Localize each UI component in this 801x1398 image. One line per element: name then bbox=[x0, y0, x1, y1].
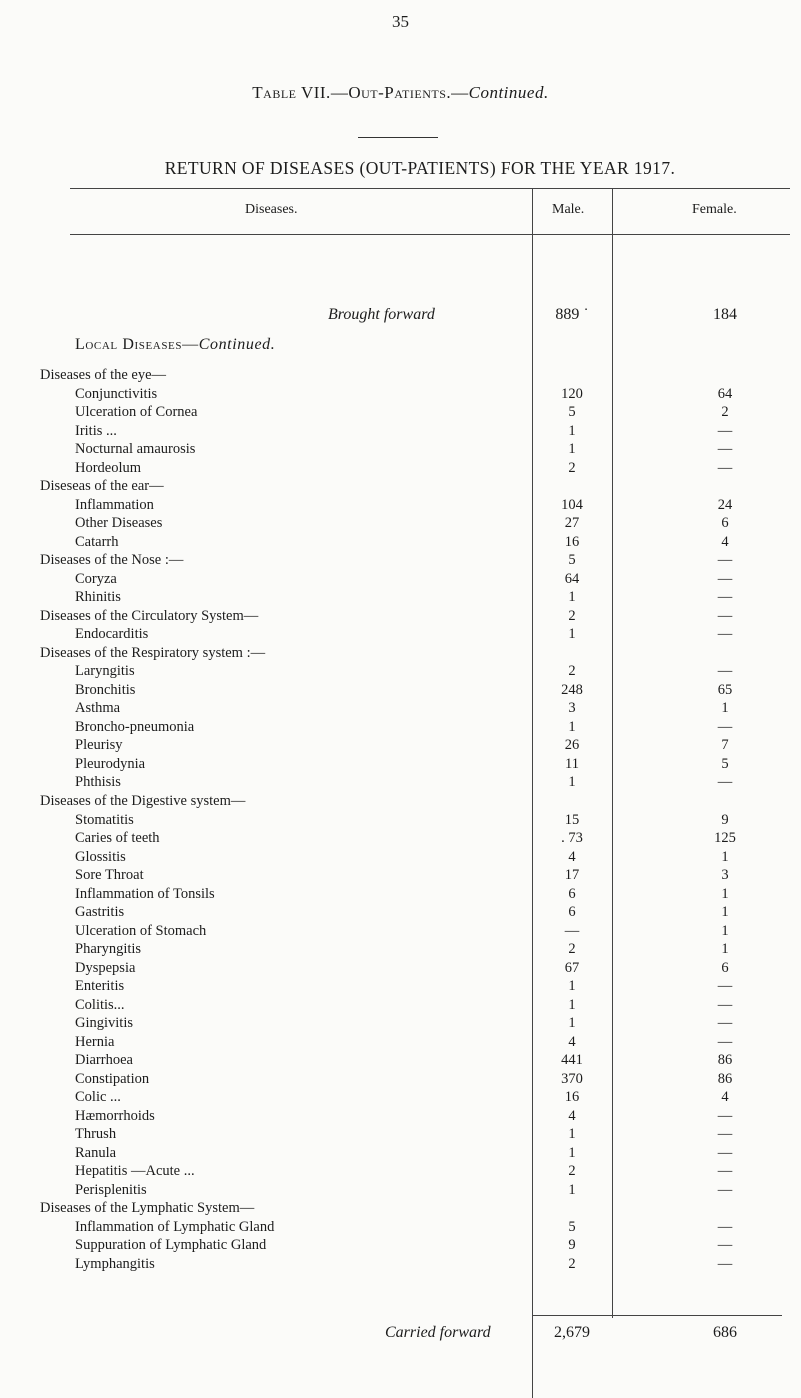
category-row bbox=[0, 607, 801, 625]
table-row bbox=[0, 385, 801, 403]
female-count: — bbox=[717, 1144, 733, 1161]
female-count: — bbox=[717, 1033, 733, 1050]
table-row bbox=[0, 848, 801, 866]
male-count: 1 bbox=[568, 978, 576, 995]
male-count: 17 bbox=[564, 867, 580, 883]
table-row bbox=[0, 662, 801, 680]
female-count: — bbox=[717, 552, 733, 569]
female-count: — bbox=[717, 996, 733, 1013]
header-rule bbox=[70, 234, 790, 235]
carried-forward-label: Carried forward bbox=[385, 1324, 491, 1341]
table-number: VII. bbox=[300, 83, 331, 102]
disease-label: Thrush bbox=[75, 1126, 117, 1143]
male-count: 441 bbox=[561, 1052, 583, 1069]
male-count: 5 bbox=[568, 404, 576, 420]
female-count: — bbox=[717, 1163, 733, 1180]
female-count: — bbox=[717, 663, 733, 680]
female-count: — bbox=[717, 626, 733, 643]
female-count: — bbox=[717, 1107, 733, 1124]
table-row bbox=[0, 1255, 801, 1273]
table-row bbox=[0, 996, 801, 1014]
male-count: 1 bbox=[568, 996, 576, 1013]
table-row bbox=[0, 773, 801, 791]
total-rule bbox=[532, 1315, 782, 1316]
disease-label: Hordeolum bbox=[75, 459, 142, 476]
male-count: 11 bbox=[565, 755, 579, 772]
male-count: 67 bbox=[564, 959, 580, 976]
table-row bbox=[0, 570, 801, 588]
male-count: 5 bbox=[568, 1218, 576, 1235]
disease-label: Coryza bbox=[75, 570, 117, 587]
disease-label: Hæmorrhoids bbox=[75, 1107, 155, 1124]
female-count: — bbox=[717, 441, 733, 458]
table-label: Table bbox=[252, 83, 297, 102]
disease-label: Hepatitis —Acute ... bbox=[75, 1163, 195, 1180]
female-count: 86 bbox=[717, 1052, 733, 1069]
male-count: 2 bbox=[568, 459, 576, 476]
male-count: 2 bbox=[568, 941, 576, 958]
male-count: 248 bbox=[561, 681, 583, 698]
disease-label: Hernia bbox=[75, 1033, 115, 1050]
category-row bbox=[0, 366, 801, 384]
brought-forward-female: 184 bbox=[713, 306, 737, 323]
female-count: — bbox=[717, 1126, 733, 1143]
disease-label: Glossitis bbox=[75, 848, 126, 865]
category-row bbox=[0, 477, 801, 495]
carried-forward-male: 2,679 bbox=[554, 1324, 590, 1341]
table-row bbox=[0, 1070, 801, 1088]
female-count: 3 bbox=[721, 867, 729, 883]
table-row bbox=[0, 403, 801, 421]
male-count: 5 bbox=[568, 552, 576, 569]
female-count: — bbox=[717, 422, 733, 439]
male-count: 104 bbox=[561, 496, 583, 513]
female-count: 65 bbox=[717, 681, 733, 698]
table-row bbox=[0, 885, 801, 903]
female-count: — bbox=[717, 570, 733, 587]
table-row bbox=[0, 1181, 801, 1199]
disease-label: Catarrh bbox=[75, 533, 119, 550]
table-row bbox=[0, 440, 801, 458]
table-row bbox=[0, 1218, 801, 1236]
disease-label: Gingivitis bbox=[75, 1015, 134, 1032]
table-row bbox=[0, 1144, 801, 1162]
female-count: 86 bbox=[717, 1070, 733, 1087]
disease-label: Inflammation of Lymphatic Gland bbox=[75, 1218, 275, 1235]
female-count: — bbox=[717, 607, 733, 624]
male-count: 1 bbox=[568, 718, 576, 735]
male-count: 1 bbox=[568, 1181, 576, 1198]
female-count: 5 bbox=[721, 755, 729, 772]
disease-label: Inflammation bbox=[75, 496, 154, 513]
table-row bbox=[0, 422, 801, 440]
male-count: 1 bbox=[568, 422, 576, 439]
disease-label: Conjunctivitis bbox=[75, 385, 158, 402]
table-row bbox=[0, 736, 801, 754]
female-count: 125 bbox=[714, 830, 736, 846]
male-count: 6 bbox=[568, 885, 576, 902]
table-row bbox=[0, 977, 801, 995]
male-count: 2 bbox=[568, 1163, 576, 1180]
female-count: 9 bbox=[721, 811, 729, 828]
disease-label: Diseases of the Digestive system— bbox=[40, 793, 246, 809]
female-count: 24 bbox=[717, 496, 733, 513]
short-divider bbox=[358, 137, 438, 138]
table-row bbox=[0, 1033, 801, 1051]
disease-label: Pleurodynia bbox=[75, 755, 146, 772]
table-continued: Continued. bbox=[468, 83, 549, 102]
section-heading: Local Diseases—Continued. bbox=[75, 336, 276, 353]
table-row bbox=[0, 1125, 801, 1143]
disease-label: Stomatitis bbox=[75, 811, 134, 828]
header-diseases: Diseases. bbox=[245, 202, 298, 217]
brought-forward-label: Brought forward bbox=[328, 306, 435, 323]
male-count: 16 bbox=[564, 533, 580, 550]
disease-label: Dyspepsia bbox=[75, 959, 136, 976]
male-count: 3 bbox=[568, 700, 576, 717]
male-count: 1 bbox=[568, 626, 576, 643]
male-count: 9 bbox=[568, 1237, 576, 1254]
disease-label: Iritis ... bbox=[75, 422, 117, 439]
table-title: Out-Patients. bbox=[348, 83, 452, 102]
header-female: Female. bbox=[692, 202, 737, 217]
female-count: — bbox=[717, 459, 733, 476]
female-count: — bbox=[717, 1218, 733, 1235]
table-row bbox=[0, 959, 801, 977]
disease-label: Diseases of the Nose :— bbox=[40, 552, 184, 569]
female-count: — bbox=[717, 1256, 733, 1272]
female-count: — bbox=[717, 774, 733, 791]
table-row bbox=[0, 1107, 801, 1125]
female-count: 7 bbox=[721, 737, 729, 754]
brought-forward-male: 889 ˙ bbox=[555, 306, 589, 323]
table-row bbox=[0, 1088, 801, 1106]
male-count: 1 bbox=[568, 1126, 576, 1143]
disease-label: Perisplenitis bbox=[75, 1181, 147, 1198]
male-count: 370 bbox=[561, 1070, 583, 1087]
table-row bbox=[0, 699, 801, 717]
disease-label: Enteritis bbox=[75, 978, 125, 995]
carried-forward-female: 686 bbox=[713, 1324, 737, 1341]
disease-label: Ulceration of Cornea bbox=[75, 404, 198, 420]
category-row bbox=[0, 551, 801, 569]
female-count: — bbox=[717, 1015, 733, 1032]
disease-label: Endocarditis bbox=[75, 626, 149, 643]
disease-label: Pleurisy bbox=[75, 737, 123, 754]
female-count: — bbox=[717, 718, 733, 735]
disease-label: Pharyngitis bbox=[75, 941, 142, 958]
table-row bbox=[0, 866, 801, 884]
disease-label: Broncho-pneumonia bbox=[75, 718, 195, 735]
disease-label: Diseases of the Circulatory System— bbox=[40, 607, 259, 624]
page-number: 35 bbox=[392, 12, 409, 31]
male-count: 2 bbox=[568, 607, 576, 624]
male-count: — bbox=[564, 922, 580, 939]
male-count: 1 bbox=[568, 1144, 576, 1161]
table-row bbox=[0, 903, 801, 921]
table-row bbox=[0, 1014, 801, 1032]
disease-label: Suppuration of Lymphatic Gland bbox=[75, 1237, 267, 1254]
category-row bbox=[0, 1199, 801, 1217]
male-count: 15 bbox=[564, 811, 580, 828]
male-count: 1 bbox=[568, 1015, 576, 1032]
table-row bbox=[0, 829, 801, 847]
table-row bbox=[0, 1162, 801, 1180]
table-row bbox=[0, 496, 801, 514]
disease-label: Sore Throat bbox=[75, 867, 144, 883]
disease-label: Ulceration of Stomach bbox=[75, 922, 207, 939]
table-row bbox=[0, 940, 801, 958]
disease-label: Colitis... bbox=[75, 996, 125, 1013]
disease-label: Diseases of the Respiratory system :— bbox=[40, 644, 266, 661]
table-row bbox=[0, 625, 801, 643]
table-row bbox=[0, 811, 801, 829]
disease-label: Diseseas of the ear— bbox=[40, 478, 164, 495]
female-count: 1 bbox=[721, 922, 729, 939]
male-count: 26 bbox=[564, 737, 580, 754]
disease-label: Asthma bbox=[75, 700, 121, 717]
table-row bbox=[0, 718, 801, 736]
disease-label: Inflammation of Tonsils bbox=[75, 885, 215, 902]
disease-label: Gastritis bbox=[75, 904, 125, 921]
male-count: 2 bbox=[568, 1256, 576, 1272]
table-row bbox=[0, 1051, 801, 1069]
female-count: — bbox=[717, 978, 733, 995]
disease-label: Other Diseases bbox=[75, 515, 163, 532]
disease-label: Diseases of the Lymphatic System— bbox=[40, 1200, 255, 1217]
male-count: 4 bbox=[568, 1033, 576, 1050]
disease-label: Constipation bbox=[75, 1070, 150, 1087]
male-count: 4 bbox=[568, 1107, 576, 1124]
male-count: 1 bbox=[568, 589, 576, 606]
male-count: 16 bbox=[564, 1089, 580, 1106]
table-row bbox=[0, 588, 801, 606]
female-count: 1 bbox=[721, 941, 729, 958]
disease-label: Lymphangitis bbox=[75, 1256, 155, 1272]
male-count: 1 bbox=[568, 774, 576, 791]
male-count: 2 bbox=[568, 663, 576, 680]
male-count: . 73 bbox=[561, 830, 583, 846]
table-row bbox=[0, 459, 801, 477]
table-row bbox=[0, 922, 801, 940]
disease-label: Colic ... bbox=[75, 1089, 121, 1106]
disease-label: Ranula bbox=[75, 1144, 117, 1161]
category-row bbox=[0, 792, 801, 810]
male-count: 4 bbox=[568, 848, 576, 865]
table-row bbox=[0, 514, 801, 532]
disease-label: Diarrhoea bbox=[75, 1052, 133, 1069]
female-count: 64 bbox=[717, 385, 733, 402]
female-count: 1 bbox=[721, 904, 729, 921]
female-count: 1 bbox=[721, 848, 729, 865]
disease-label: Phthisis bbox=[75, 774, 121, 791]
female-count: 6 bbox=[721, 959, 729, 976]
table-caption: Table VII.—Out-Patients.—Continued. bbox=[252, 83, 549, 102]
male-count: 27 bbox=[564, 515, 580, 532]
female-count: — bbox=[717, 1237, 733, 1254]
table-row bbox=[0, 681, 801, 699]
female-count: 6 bbox=[721, 515, 729, 532]
male-count: 1 bbox=[568, 441, 576, 458]
disease-label: Laryngitis bbox=[75, 663, 135, 680]
disease-label: Diseases of the eye— bbox=[40, 367, 167, 383]
female-count: 4 bbox=[721, 1089, 729, 1106]
male-count: 6 bbox=[568, 904, 576, 921]
header-male: Male. bbox=[552, 202, 585, 217]
male-count: 64 bbox=[564, 570, 580, 587]
female-count: — bbox=[717, 589, 733, 606]
return-title: RETURN OF DISEASES (OUT-PATIENTS) FOR THE YEAR 1917. bbox=[164, 158, 676, 178]
table-top-rule bbox=[70, 188, 790, 189]
disease-label: Rhinitis bbox=[75, 589, 121, 606]
disease-label: Caries of teeth bbox=[75, 830, 160, 846]
female-count: 4 bbox=[721, 533, 729, 550]
female-count: 1 bbox=[721, 885, 729, 902]
male-count: 120 bbox=[561, 385, 583, 402]
table-row bbox=[0, 1236, 801, 1254]
category-row bbox=[0, 644, 801, 662]
disease-label: Nocturnal amaurosis bbox=[75, 441, 196, 458]
female-count: 1 bbox=[721, 700, 729, 717]
female-count: 2 bbox=[721, 404, 729, 420]
table-row bbox=[0, 755, 801, 773]
disease-label: Bronchitis bbox=[75, 681, 136, 698]
table-row bbox=[0, 533, 801, 551]
female-count: — bbox=[717, 1181, 733, 1198]
